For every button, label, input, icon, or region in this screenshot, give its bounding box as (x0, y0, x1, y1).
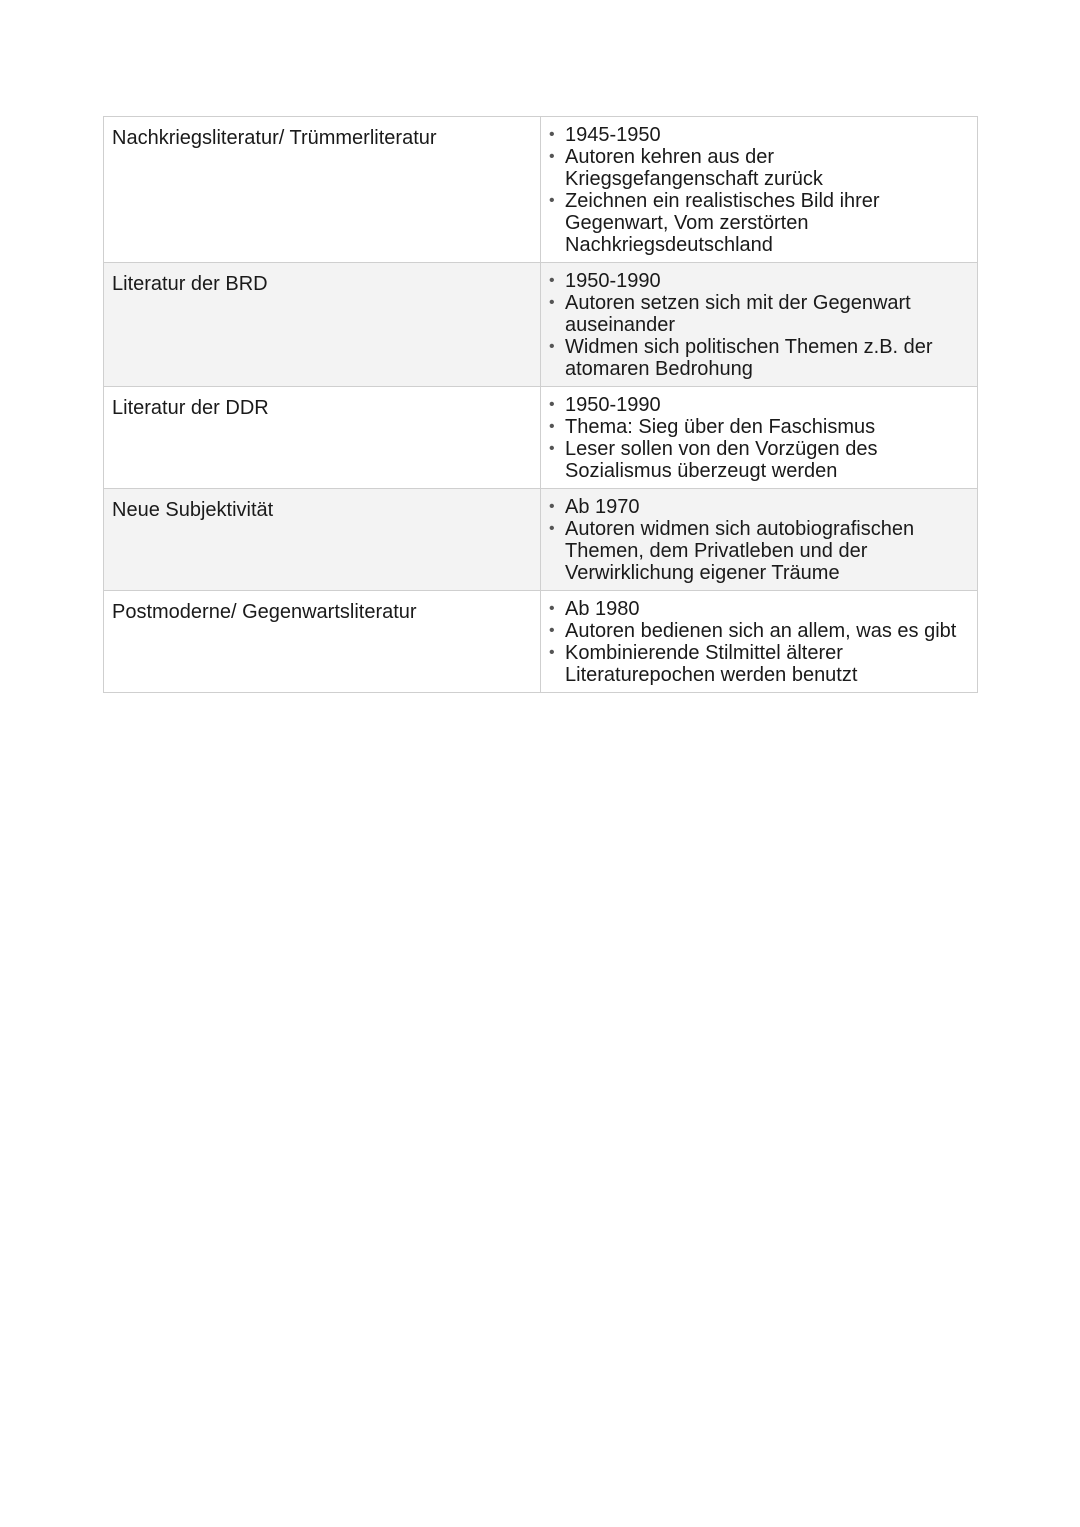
table-row (104, 489, 978, 591)
list-item: • Leser sollen von den Vorzügen des Sozialismus überzeugt werden (549, 438, 969, 482)
notes-list (549, 270, 969, 380)
list-item: • Ab 1970 (549, 496, 969, 518)
epoch-notes-cell (541, 387, 978, 489)
literature-epochs-table (103, 116, 978, 693)
table-row (104, 387, 978, 489)
epoch-name-cell: Neue Subjektivität (104, 489, 541, 591)
table-row (104, 117, 978, 263)
list-item: • Thema: Sieg über den Faschismus (549, 416, 969, 438)
epoch-name-cell: Literatur der DDR (104, 387, 541, 489)
list-item: • Kombinierende Stilmittel älterer Literaturepochen werden benutzt (549, 642, 969, 686)
table-row (104, 591, 978, 693)
list-item: • Zeichnen ein realistisches Bild ihrer Gegenwart, Vom zerstörten Nachkriegsdeutschland (549, 190, 969, 256)
list-item: • Autoren bedienen sich an allem, was es gibt (549, 620, 969, 642)
list-item: • Autoren widmen sich autobiografischen Themen, dem Privatleben und der Verwirklichung eigener Träume (549, 518, 969, 584)
list-item: • Ab 1980 (549, 598, 969, 620)
epoch-name-cell: Nachkriegsliteratur/ Trümmerliteratur (104, 117, 541, 263)
notes-list (549, 394, 969, 482)
table-row (104, 263, 978, 387)
notes-list (549, 598, 969, 686)
epoch-name-cell: Literatur der BRD (104, 263, 541, 387)
list-item: • Autoren kehren aus der Kriegsgefangenschaft zurück (549, 146, 969, 190)
notes-list (549, 496, 969, 584)
list-item: • 1950-1990 (549, 270, 969, 292)
notes-list (549, 124, 969, 256)
list-item: • Autoren setzen sich mit der Gegenwart auseinander (549, 292, 969, 336)
list-item: • 1950-1990 (549, 394, 969, 416)
epoch-notes-cell (541, 117, 978, 263)
list-item: • 1945-1950 (549, 124, 969, 146)
epoch-notes-cell (541, 489, 978, 591)
epoch-notes-cell (541, 591, 978, 693)
epoch-name-cell: Postmoderne/ Gegenwartsliteratur (104, 591, 541, 693)
list-item: • Widmen sich politischen Themen z.B. der atomaren Bedrohung (549, 336, 969, 380)
epoch-notes-cell (541, 263, 978, 387)
